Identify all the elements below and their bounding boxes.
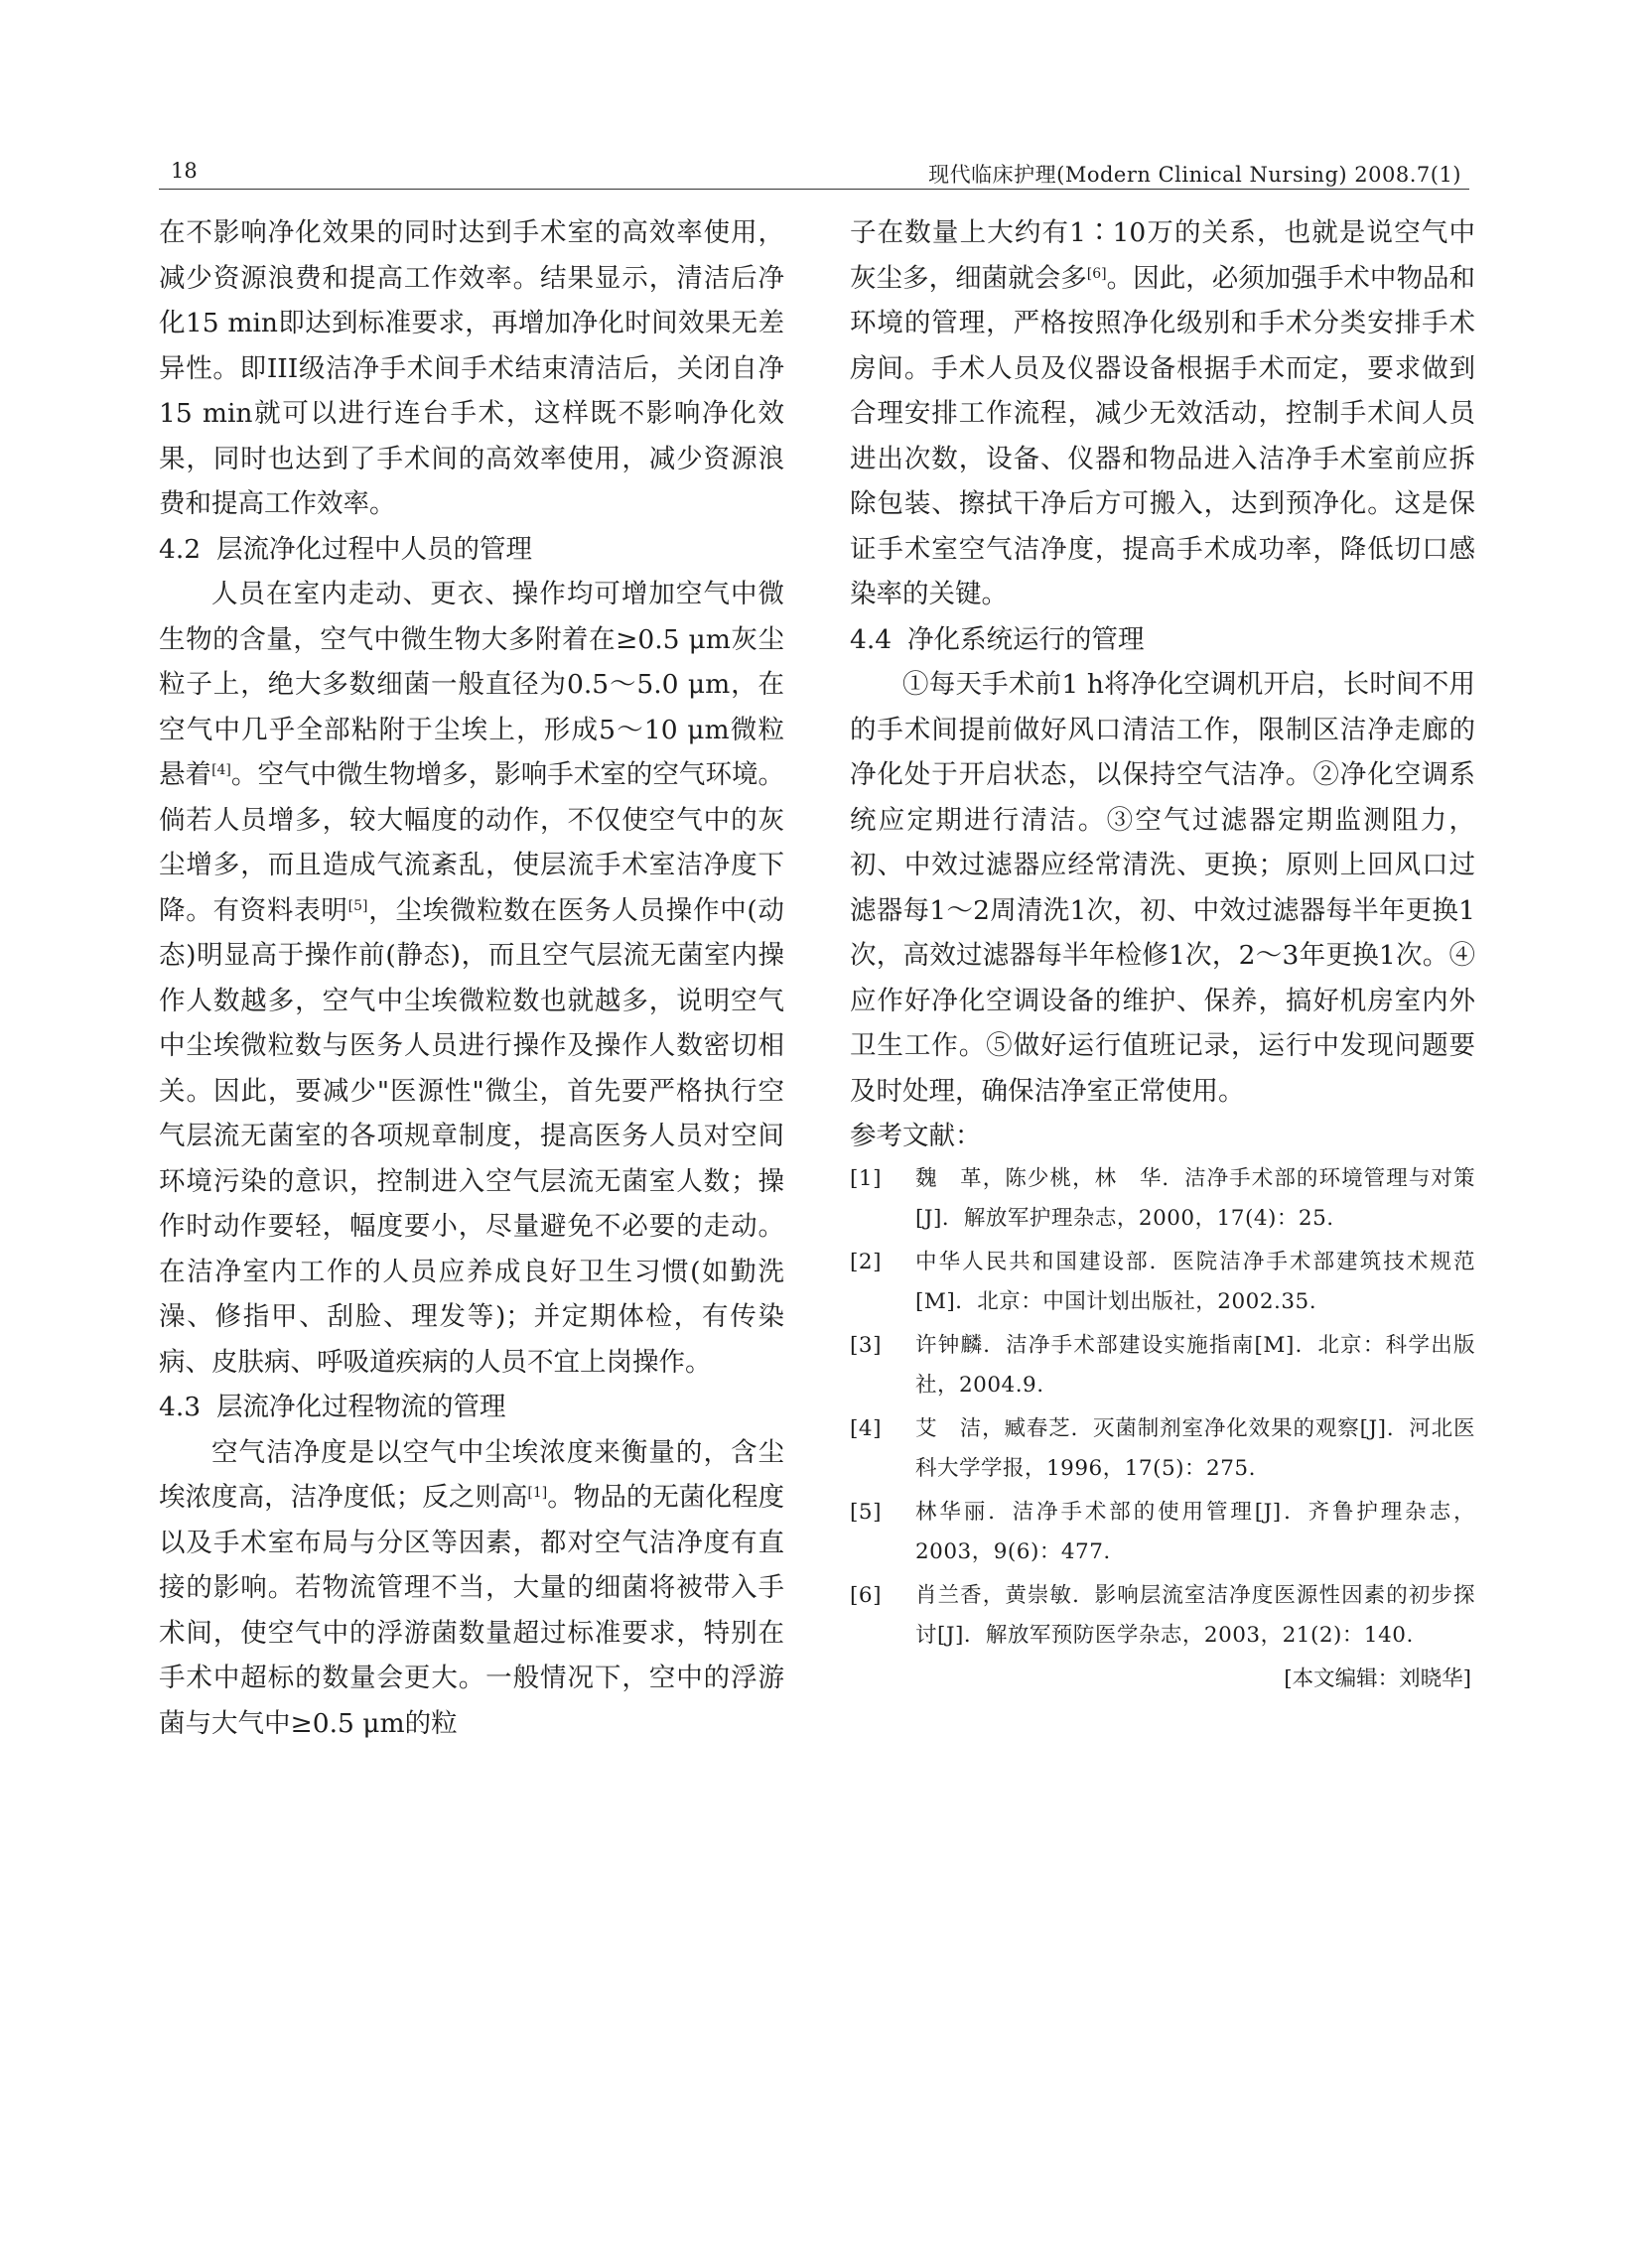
paragraph-text: 空气洁净度是以空气中尘埃浓度来衡量的，含尘埃浓度高，洁净度低；反之则高 [159, 1436, 784, 1513]
section-title: 净化系统运行的管理 [907, 623, 1145, 655]
section-heading-4-3 [159, 1385, 784, 1430]
paragraph-personnel [159, 572, 784, 1385]
reference-text: 中华人民共和国建设部．医院洁净手术部建筑技术规范[M]．北京：中国计划出版社，2002.35. [915, 1249, 1475, 1314]
editor-note: [本文编辑：刘晓华] [1284, 1666, 1471, 1691]
paragraph-text: ，尘埃微粒数在医务人员操作中(动态)明显高于操作前(静态)，而且空气层流无菌室内操作人数越多，空气中尘埃微粒数也就越多，说明空气中尘埃微粒数与医务人员进行操作及操作人数密切相关。因此，要减少"医源性"微尘，首先要严格执行空气层流无菌室的各项规章制度，提高医务人员对空间环境污染的意识，控制进入空气层流无菌室人数；操作时动作要轻，幅度要小，尽量避免不必要的走动。在洁净室内工作的人员应养成良好卫生习惯(如勤洗澡、修指甲、刮脸、理发等)；并定期体检，有传染病、皮肤病、呼吸道疾病的人员不宜上岗操作。 [159, 894, 785, 1378]
running-header [159, 149, 1469, 190]
section-heading-4-2 [159, 527, 784, 573]
paragraph-continuation [850, 210, 1475, 617]
paragraph-purification-system: ①每天手术前1 h将净化空调机开启，长时间不用的手术间提前做好风口清洁工作，限制区洁净走廊的净化处于开启状态，以保持空气洁净。②净化空调系统应定期进行清洁。③空气过滤器定期监测阻力，初、中效过滤器应经常清洗、更换；原则上回风口过滤器每1～2周清洗1次，初、中效过滤器每半年更换1次，高效过滤器每半年检修1次，2～3年更换1次。④应作好净化空调设备的维护、保养，搞好机房室内外卫生工作。⑤做好运行值班记录，运行中发现问题要及时处理，确保洁净室正常使用。 [850, 669, 1475, 1107]
paragraph-text: 。因此，必须加强手术中物品和环境的管理，严格按照净化级别和手术分类安排手术房间。手术人员及仪器设备根据手术而定，要求做到合理安排工作流程，减少无效活动，控制手术间人员进出次数，设备、仪器和物品进入洁净手术室前应拆除包装、擦拭干净后方可搬入，达到预净化。这是保证手术室空气洁净度，提高手术成功率，降低切口感染率的关键。 [850, 262, 1476, 609]
citation-4: [4] [211, 762, 231, 778]
reference-text: 许钟麟．洁净手术部建设实施指南[M]．北京：科学出版社，2004.9. [915, 1332, 1475, 1398]
reference-item [850, 1159, 1475, 1239]
reference-list [850, 1159, 1475, 1656]
paragraph-logistics [159, 1430, 784, 1747]
paragraph-text: 子在数量上大约有1∶10万的关系，也就是说空气中灰尘多，细菌就会多 [850, 217, 1475, 294]
reference-text: 艾 洁，臧春芝．灭菌制剂室净化效果的观察[J]．河北医科大学学报，1996，17(5)：275. [915, 1415, 1475, 1481]
paragraph-text: 人员在室内走动、更衣、操作均可增加空气中微生物的含量，空气中微生物大多附着在≥0.5 μm灰尘粒子上，绝大多数细菌一般直径为0.5～5.0 μm，在空气中几乎全部粘附于尘埃上，形成5～10 μm微粒悬着 [159, 579, 784, 790]
reference-item [850, 1576, 1475, 1656]
section-title: 层流净化过程中人员的管理 [216, 533, 532, 565]
reference-label: [3] [850, 1332, 882, 1358]
journal-citation: 现代临床护理(Modern Clinical Nursing) 2008.7(1) [928, 163, 1461, 187]
citation-6: [6] [1086, 265, 1107, 282]
reference-text: 魏 革，陈少桃，林 华．洁净手术部的环境管理与对策[J]．解放军护理杂志，2000，17(4)：25. [915, 1165, 1475, 1231]
paragraph-text: 。空气中微生物增多，影响手术室的空气环境。倘若人员增多，较大幅度的动作，不仅使空气中的灰尘增多，而且造成气流紊乱，使层流手术室洁净度下降。有资料表明 [159, 759, 785, 926]
reference-item [850, 1243, 1475, 1322]
left-column [159, 210, 784, 1746]
references-heading: 参考文献： [850, 1121, 982, 1151]
paragraph-text: 。物品的无菌化程度以及手术室布局与分区等因素，都对空气洁净度有直接的影响。若物流管理不当，大量的细菌将被带入手术间，使空气中的浮游菌数量超过标准要求，特别在手术中超标的数量会更大。一般情况下，空中的浮游菌与大气中≥0.5 μm的粒 [159, 1482, 785, 1739]
section-heading-4-4 [850, 617, 1475, 663]
reference-text: 肖兰香，黄崇敏．影响层流室洁净度医源性因素的初步探讨[J]．解放军预防医学杂志，2003，21(2)：140. [915, 1582, 1475, 1648]
reference-item [850, 1493, 1475, 1572]
reference-label: [6] [850, 1582, 882, 1608]
reference-label: [5] [850, 1499, 882, 1525]
citation-5: [5] [347, 897, 368, 914]
section-title: 层流净化过程物流的管理 [216, 1392, 506, 1422]
reference-label: [4] [850, 1415, 882, 1441]
section-number: 4.3 [159, 1392, 202, 1422]
section-number: 4.4 [850, 623, 893, 655]
right-column [850, 210, 1475, 1699]
citation-1: [1] [527, 1485, 548, 1501]
page-number: 18 [171, 159, 198, 183]
reference-label: [2] [850, 1249, 882, 1274]
reference-item [850, 1326, 1475, 1405]
reference-label: [1] [850, 1165, 882, 1191]
paragraph-continuation: 在不影响净化效果的同时达到手术室的高效率使用，减少资源浪费和提高工作效率。结果显示，清洁后净化15 min即达到标准要求，再增加净化时间效果无差异性。即III级洁净手术间手术结束清洁后，关闭自净15 min就可以进行连台手术，这样既不影响净化效果，同时也达到了手术间的高效率使用，减少资源浪费和提高工作效率。 [159, 217, 784, 519]
reference-text: 林华丽．洁净手术部的使用管理[J]．齐鲁护理杂志，2003，9(6)：477. [915, 1499, 1475, 1564]
reference-item [850, 1409, 1475, 1489]
section-number: 4.2 [159, 533, 202, 565]
